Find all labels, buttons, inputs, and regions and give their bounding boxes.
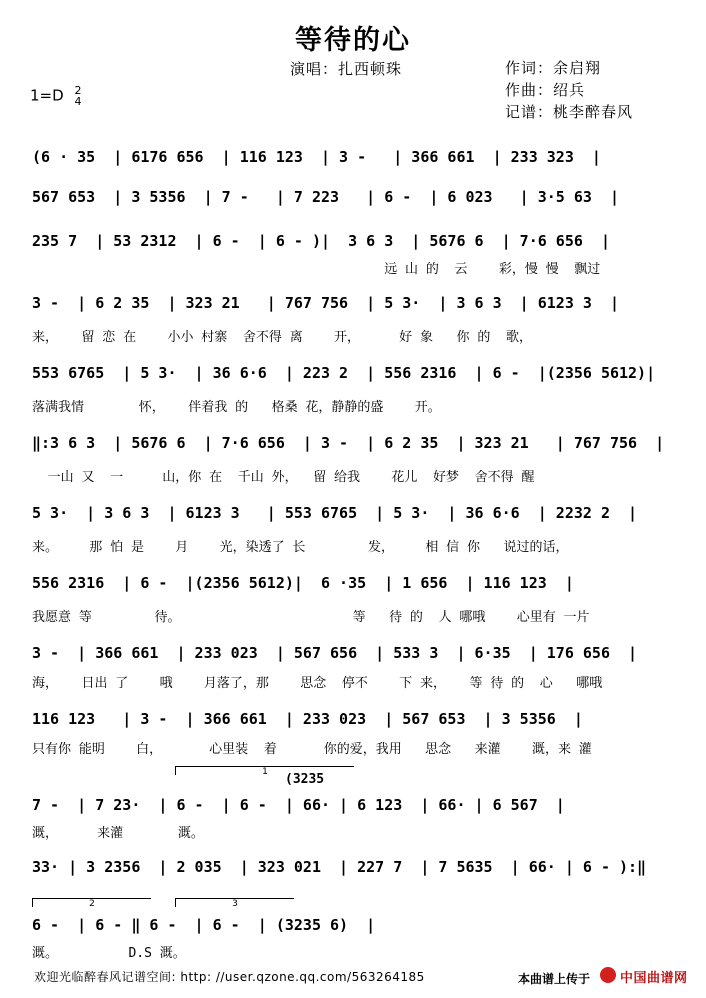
lyrics: 来， 留 恋 在 小小 村寨 舍不得 离 开， 好 象 你 的 歌，: [32, 330, 532, 345]
notes: 5 3· | 3 6 3 | 6123 3 | 553 6765 | 5 3· | 36 6·6 | 2232 2 |: [32, 504, 638, 522]
volta-number: 2: [89, 899, 95, 909]
lyrics: 我愿意 等 待。 等 待 的 人 哪哦 心里有 一片: [32, 610, 590, 625]
notes: 553 6765 | 5 3· | 36 6·6 | 223 2 | 556 2316 | 6 - |(2356 5612)|: [32, 364, 656, 382]
lyrics: 来。 那 怕 是 月 光，染透了 长 发， 相 信 你 说过的话，: [32, 540, 569, 555]
notes: 116 123 | 3 - | 366 661 | 233 023 | 567 653 | 3 5356 |: [32, 710, 583, 728]
notes: 235 7 | 53 2312 | 6 - | 6 - )| 3 6 3 | 5676 6 | 7·6 656 |: [32, 232, 610, 250]
volta-number: 1: [262, 767, 268, 777]
composer-credit: 作曲：绍兵: [505, 81, 586, 99]
singer-credit: 演唱：扎西顿珠: [290, 60, 403, 78]
lyrics: 只有你 能明 白， 心里装 着 你的爱，我用 思念 来灌 溉，来 灌: [32, 742, 592, 757]
volta-number: 3: [232, 899, 238, 909]
site-logo: [600, 965, 700, 987]
lyrics: 落满我情 怀， 伴着我 的 格桑 花，静静的盛 开。: [32, 400, 441, 415]
notes: 6 - | 6 - ‖ 6 - | 6 - | (3235 6) |: [32, 916, 376, 934]
lyrics: 远 山 的 云 彩，慢 慢 飘过: [32, 262, 601, 277]
intro-bracket: (3235: [285, 772, 325, 787]
notes: 556 2316 | 6 - |(2356 5612)| 6 ·35 | 1 656 | 116 123 |: [32, 574, 574, 592]
notes: 33· | 3 2356 | 2 035 | 323 021 | 227 7 | 7 5635 | 66· | 6 - ):‖: [32, 858, 647, 876]
notes: 567 653 | 3 5356 | 7 - | 7 223 | 6 - | 6 023 | 3·5 63 |: [32, 188, 619, 206]
upload-note: 本曲谱上传于: [518, 972, 591, 986]
lyricist-credit: 作词：余启翔: [505, 59, 602, 77]
footer-welcome: 欢迎光临醉春风记谱空间: http: //user.qzone.qq.com/563264185: [34, 970, 425, 984]
logo-text: 中国曲谱网: [620, 971, 688, 986]
notes: (6 · 35 | 6176 656 | 116 123 | 3 - | 366 661 | 233 323 |: [32, 148, 601, 166]
time-bottom: 4: [74, 95, 82, 108]
key-label: 1=D: [30, 86, 64, 105]
transcriber-credit: 记谱：桃李醉春风: [505, 103, 634, 121]
page-title: 等待的心: [295, 25, 411, 56]
lyrics: 溉， 来灌 溉。: [32, 826, 204, 841]
logo-mark-icon: [600, 967, 616, 983]
lyrics: 溉。 D.S 溉。: [32, 946, 186, 961]
notes: ‖:3 6 3 | 5676 6 | 7·6 656 | 3 - | 6 2 35 | 323 21 | 767 756 |: [32, 434, 665, 452]
notes: 3 - | 6 2 35 | 323 21 | 767 756 | 5 3· | 3 6 3 | 6123 3 |: [32, 294, 619, 312]
notes: 3 - | 366 661 | 233 023 | 567 656 | 533 3 | 6·35 | 176 656 |: [32, 644, 638, 662]
lyrics: 海， 日出 了 哦 月落了，那 思念 停不 下 来， 等 待 的 心 哪哦: [32, 676, 603, 691]
lyrics: 一山 又 一 山，你 在 千山 外， 留 给我 花儿 好梦 舍不得 醒: [32, 470, 535, 485]
volta-bracket-2: [32, 898, 151, 907]
notes: 7 - | 7 23· | 6 - | 6 - | 66· | 6 123 | 66· | 6 567 |: [32, 796, 565, 814]
volta-bracket-3: [175, 898, 294, 907]
time-top: 2: [74, 84, 82, 97]
